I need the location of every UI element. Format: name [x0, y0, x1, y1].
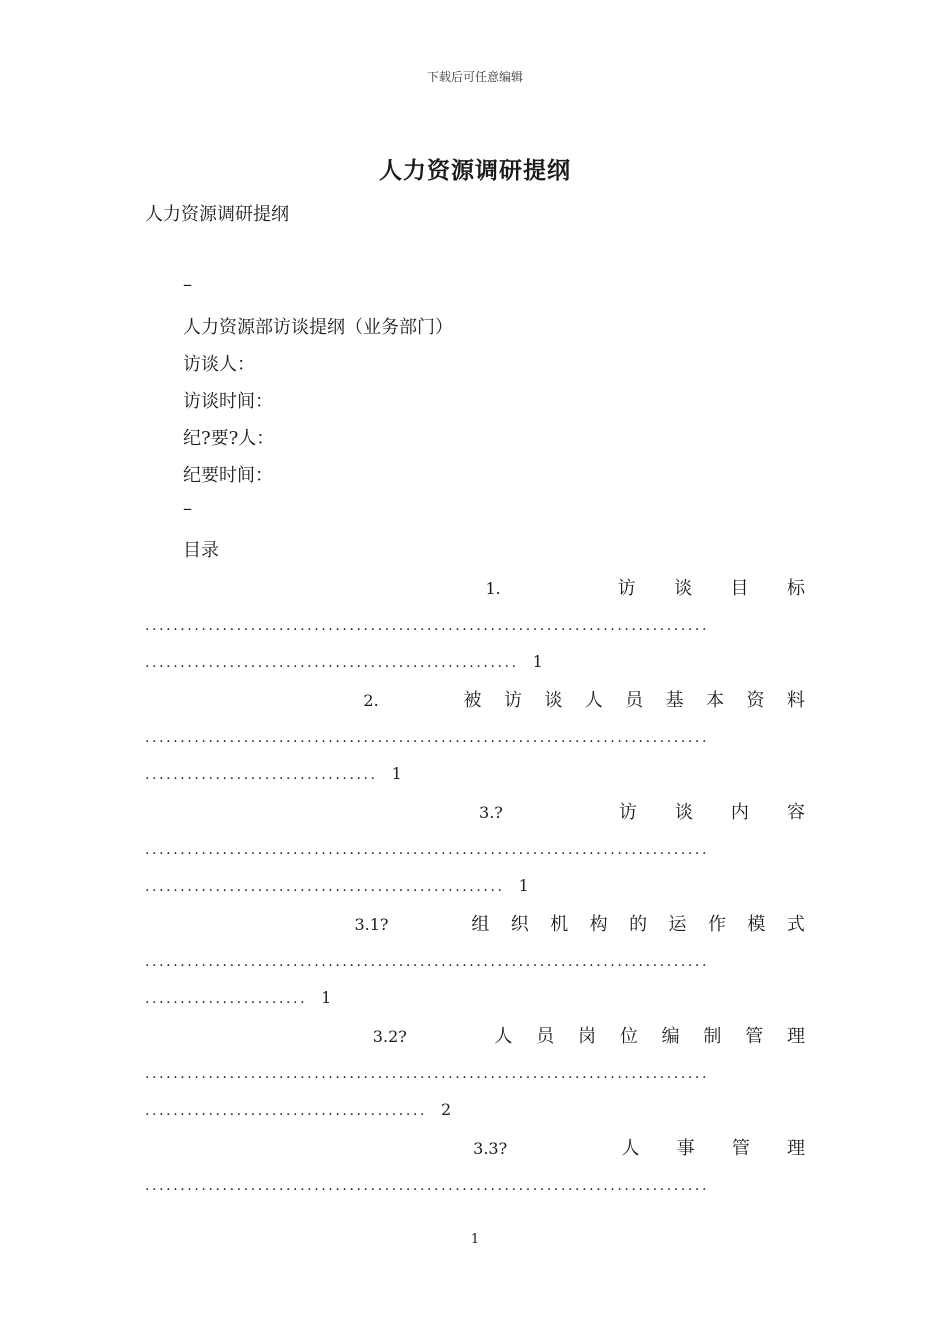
minutes-taker-field: 纪?要?人：: [183, 428, 275, 449]
toc-dots: ........................................: [145, 1103, 428, 1119]
toc-entry-number: 3.1?: [354, 915, 389, 934]
toc-entry[interactable]: [145, 910, 805, 936]
toc-dots: ...................................................: [145, 879, 505, 895]
page-number: 1: [470, 1232, 480, 1247]
toc-entry-char: 构: [589, 914, 608, 935]
toc-dot-leader: [145, 988, 331, 1007]
toc-entry-char: 制: [703, 1026, 722, 1047]
toc-label: 目录: [183, 540, 219, 561]
toc-entry[interactable]: [145, 1134, 805, 1160]
toc-page-number: 2: [441, 1100, 452, 1119]
toc-entry-char: 作: [707, 914, 726, 935]
dash-separator: –: [183, 498, 192, 519]
toc-entry-char: 谈: [544, 690, 563, 711]
toc-page-number: 1: [391, 764, 402, 783]
toc-entry-char: 谈: [674, 578, 693, 599]
toc-dot-leader: [145, 764, 402, 783]
interviewer-field: 访谈人：: [183, 354, 255, 375]
interview-time-field: 访谈时间：: [183, 391, 273, 412]
toc-entry-char: 模: [747, 914, 766, 935]
toc-dot-leader: ................................................................................: [145, 842, 710, 858]
toc-entry-char: 访: [617, 578, 636, 599]
toc-entry-char: 料: [786, 690, 805, 711]
toc-entry-char: 标: [786, 578, 805, 599]
toc-entry-char: 位: [619, 1026, 638, 1047]
toc-entry-char: 目: [730, 578, 749, 599]
toc-entry-char: 运: [668, 914, 687, 935]
toc-entry-number: 3.3?: [473, 1139, 508, 1158]
toc-entry-char: 理: [786, 1138, 805, 1159]
toc-dot-leader: [145, 1100, 451, 1119]
toc-entry[interactable]: [145, 1022, 805, 1048]
toc-entry-number: 3.?: [479, 803, 503, 822]
toc-entry-char: 资: [746, 690, 765, 711]
toc-entry-char: 员: [625, 690, 644, 711]
toc-entry-number: 3.2?: [372, 1027, 407, 1046]
toc-entry-char: 访: [503, 690, 522, 711]
toc-page-number: 1: [518, 876, 529, 895]
toc-entry-char: 管: [731, 1138, 750, 1159]
toc-dots: .....................................................: [145, 655, 519, 671]
toc-dot-leader: ................................................................................: [145, 618, 710, 634]
toc-entry-char: 人: [584, 690, 603, 711]
toc-dot-leader: ................................................................................: [145, 730, 710, 746]
toc-entry-char: 容: [786, 802, 805, 823]
toc-entry-char: 管: [745, 1026, 764, 1047]
toc-entry-char: 组: [471, 914, 490, 935]
toc-entry-char: 式: [786, 914, 805, 935]
toc-entry-char: 人: [621, 1138, 640, 1159]
toc-entry-char: 内: [730, 802, 749, 823]
toc-entry-char: 岗: [578, 1026, 597, 1047]
toc-entry-char: 被: [463, 690, 482, 711]
toc-entry-char: 编: [661, 1026, 680, 1047]
toc-dots: .................................: [145, 767, 378, 783]
toc-entry-char: 本: [706, 690, 725, 711]
toc-dot-leader: ................................................................................: [145, 1066, 710, 1082]
toc-dot-leader: [145, 652, 543, 671]
document-title: 人力资源调研提纲: [379, 157, 571, 184]
toc-entry[interactable]: [145, 686, 805, 712]
toc-entry-char: 基: [665, 690, 684, 711]
dash-separator: –: [183, 274, 192, 295]
toc-dot-leader: ................................................................................: [145, 954, 710, 970]
toc-entry-number: 1.: [485, 579, 501, 598]
toc-dots: .......................: [145, 991, 308, 1007]
document-subtitle: 人力资源调研提纲: [145, 204, 289, 225]
toc-entry-char: 织: [510, 914, 529, 935]
toc-entry-char: 理: [787, 1026, 805, 1047]
toc-entry-char: 访: [618, 802, 637, 823]
minutes-time-field: 纪要时间：: [183, 465, 273, 486]
toc-entry-char: 谈: [674, 802, 693, 823]
toc-entry-number: 2.: [363, 691, 379, 710]
toc-entry-char: 机: [550, 914, 569, 935]
toc-entry-char: 的: [629, 914, 648, 935]
toc-dot-leader: [145, 876, 529, 895]
toc-entry[interactable]: [145, 798, 805, 824]
toc-entry-char: 人: [494, 1026, 513, 1047]
toc-page-number: 1: [532, 652, 543, 671]
toc-entry[interactable]: [145, 574, 805, 600]
toc-page-number: 1: [321, 988, 332, 1007]
toc-entry-char: 事: [676, 1138, 695, 1159]
page-header: 下载后可任意编辑: [426, 70, 523, 84]
toc-dot-leader: ................................................................................: [145, 1178, 710, 1194]
interview-outline-heading: 人力资源部访谈提纲（业务部门）: [183, 317, 453, 338]
toc-entry-char: 员: [536, 1026, 555, 1047]
